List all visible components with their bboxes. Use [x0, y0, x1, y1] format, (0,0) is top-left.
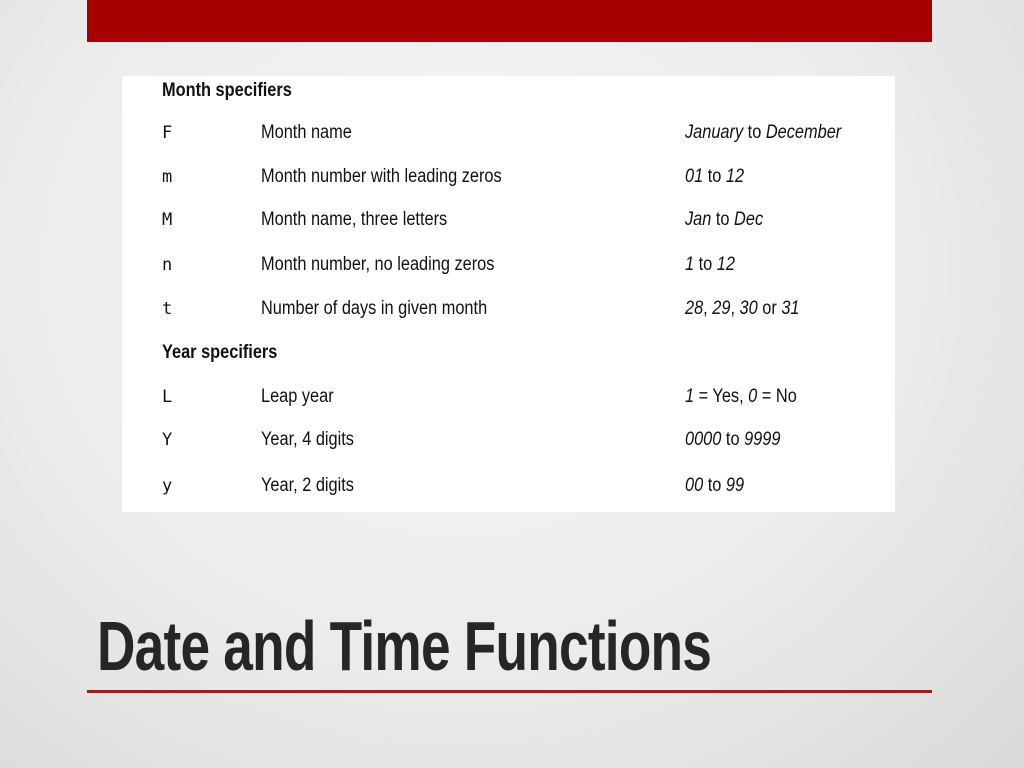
specifier-code: y [162, 476, 173, 496]
table-row [122, 294, 895, 324]
specifier-description: Year, 2 digits [261, 475, 354, 496]
specifier-code: n [162, 255, 173, 275]
specifier-range: 1 = Yes, 0 = No [685, 386, 797, 407]
specifier-code: Y [162, 430, 173, 450]
specifier-description: Number of days in given month [261, 298, 488, 319]
section-heading-row [122, 76, 895, 106]
table-row [122, 425, 895, 455]
table-row [122, 118, 895, 148]
table-row [122, 162, 895, 192]
specifier-description: Year, 4 digits [261, 429, 354, 450]
specifier-range: 28, 29, 30 or 31 [685, 298, 800, 319]
specifier-description: Leap year [261, 386, 334, 407]
specifier-range: 01 to 12 [685, 166, 745, 187]
top-accent-bar [87, 0, 932, 42]
specifier-code: L [162, 387, 173, 407]
section-heading: Year specifiers [162, 342, 278, 363]
specifier-range: Jan to Dec [685, 209, 764, 230]
title-underline [87, 690, 932, 693]
section-heading: Month specifiers [162, 80, 292, 101]
format-specifier-table [122, 76, 895, 512]
specifier-code: t [162, 299, 173, 319]
table-row [122, 471, 895, 501]
specifier-range: 1 to 12 [685, 254, 735, 275]
specifier-code: M [162, 210, 173, 230]
specifier-range: 0000 to 9999 [685, 429, 781, 450]
specifier-description: Month number, no leading zeros [261, 254, 495, 275]
table-row [122, 382, 895, 412]
specifier-description: Month name, three letters [261, 209, 448, 230]
specifier-range: 00 to 99 [685, 475, 745, 496]
specifier-description: Month name [261, 122, 352, 143]
section-heading-row [122, 338, 895, 368]
specifier-range: January to December [685, 122, 842, 143]
slide-title: Date and Time Functions [97, 607, 712, 685]
specifier-code: m [162, 167, 173, 187]
table-row [122, 205, 895, 235]
specifier-description: Month number with leading zeros [261, 166, 502, 187]
table-row [122, 250, 895, 280]
specifier-code: F [162, 123, 173, 143]
